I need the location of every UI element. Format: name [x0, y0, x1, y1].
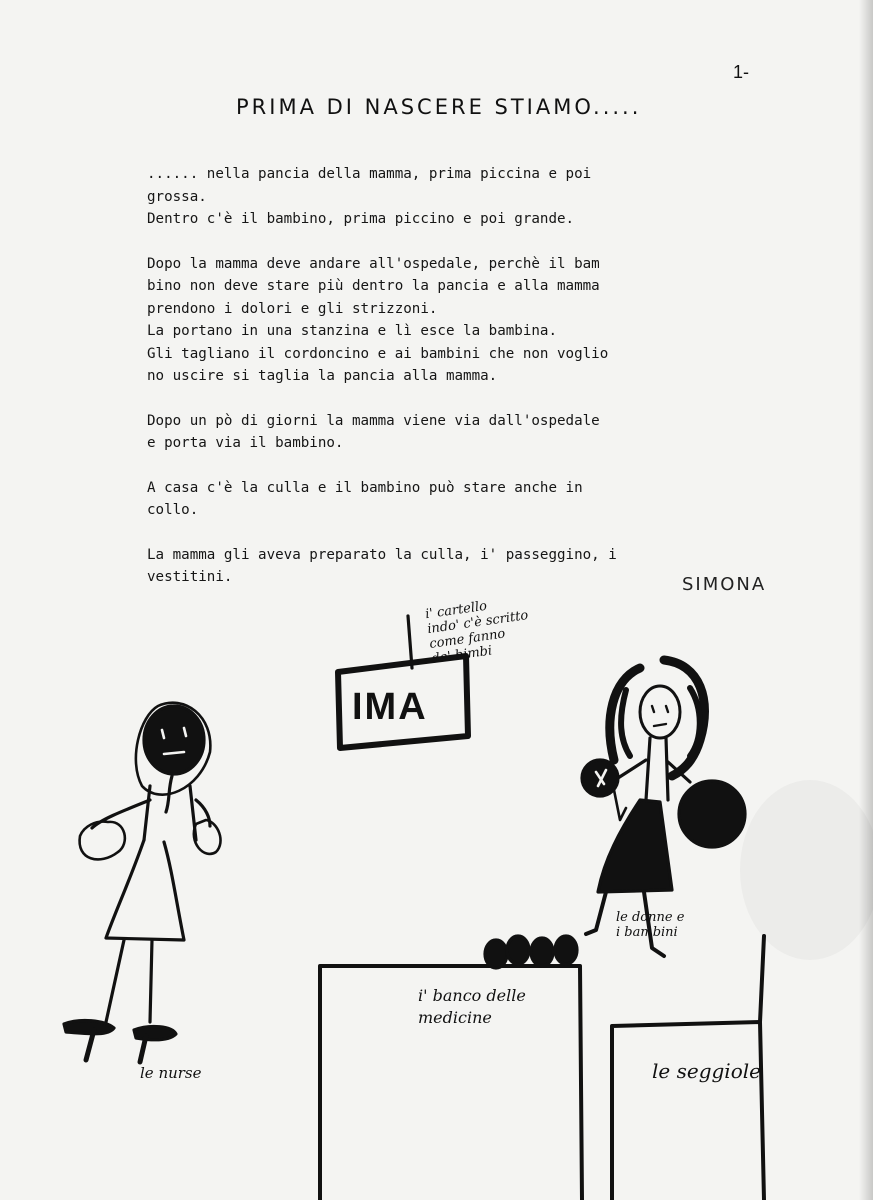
text-line: Dentro c'è il bambino, prima piccino e poi grande.	[147, 211, 575, 227]
text-line: La portano in una stanzina e lì esce la bambina.	[147, 323, 557, 339]
text-line: La mamma gli aveva preparato la culla, i' passeggino, i	[147, 546, 617, 563]
caption-women-children: le donne e i bambini	[616, 910, 685, 940]
caption-sign: i' cartello indo' c'è scritto come fanno de' bimbi	[424, 598, 530, 667]
text-line: grossa.	[147, 188, 207, 205]
text-line: bino non deve stare più dentro la pancia e alla mamma	[147, 278, 600, 294]
text-line: Gli tagliano il cordoncino e ai bambini che non voglio	[147, 345, 609, 362]
caption-medicine-counter: i' banco delle medicine	[418, 986, 526, 1027]
nurse-figure	[64, 703, 221, 1062]
text-line: vestitini.	[147, 569, 233, 585]
text-line: ...... nella pancia della mamma, prima piccina e poi	[147, 166, 592, 182]
sign-board-text: IMA	[352, 686, 428, 728]
text-line: Dopo la mamma deve andare all'ospedale, perchè il bam	[147, 255, 600, 272]
medicine-counter	[320, 936, 582, 1200]
page-number: 1-	[733, 62, 750, 82]
text-line: prendono i dolori e gli strizzoni.	[147, 300, 438, 317]
paper-stain	[740, 780, 873, 960]
text-line: Dopo un pò di giorni la mamma viene via dall'ospedale	[147, 412, 600, 429]
text-line: e porta via il bambino.	[147, 435, 344, 451]
caption-chairs: le seggiole	[652, 1059, 761, 1083]
text-line: collo.	[147, 502, 199, 518]
text-line: no uscire si taglia la pancia alla mamma.	[147, 368, 498, 384]
page-title: PRIMA DI NASCERE STIAMO.....	[236, 95, 642, 119]
author-signature: SIMONA	[682, 574, 767, 595]
text-line: A casa c'è la culla e il bambino può stare anche in	[147, 479, 583, 496]
caption-nurse: le nurse	[140, 1064, 202, 1082]
